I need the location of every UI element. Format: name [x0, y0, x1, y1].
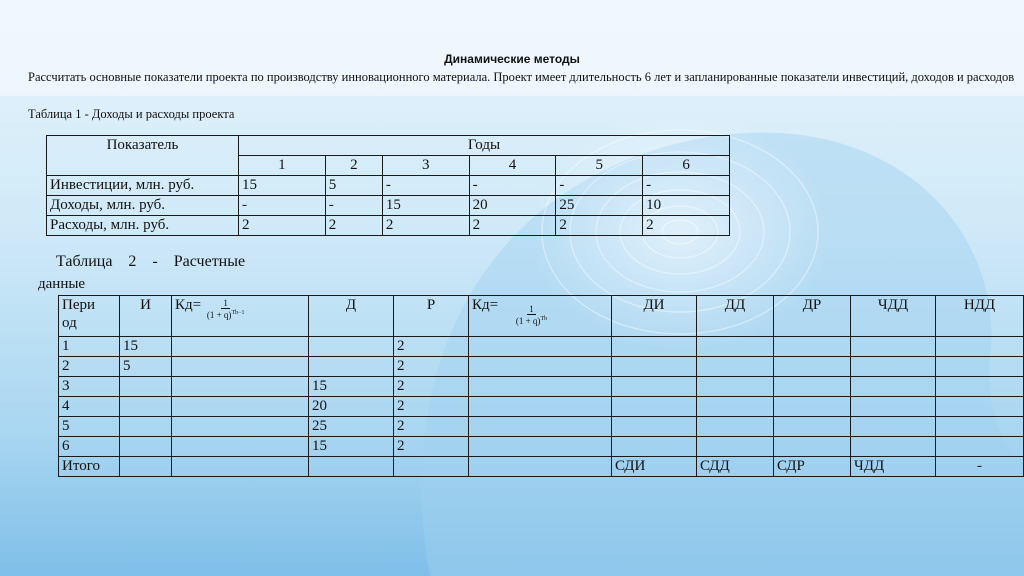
- kd-label: Кд=: [175, 297, 202, 313]
- row-label: Инвестиции, млн. руб.: [47, 176, 239, 196]
- cell: 15: [309, 437, 394, 457]
- year-2: 2: [325, 156, 382, 176]
- cell: [851, 397, 936, 417]
- cell: 2: [394, 357, 469, 377]
- cell: [851, 337, 936, 357]
- cell: 2: [469, 216, 556, 236]
- cell: [697, 417, 774, 437]
- period-header-line2: од: [62, 315, 77, 331]
- table-row: [47, 196, 730, 216]
- formula-denominator: (1 + q): [515, 316, 541, 326]
- cell: [851, 357, 936, 377]
- table-row: [59, 337, 1024, 357]
- disc-investment-header: ДИ: [612, 296, 697, 337]
- cell: [172, 377, 309, 397]
- cell: 2: [325, 216, 382, 236]
- cell: [774, 417, 851, 437]
- cell: [172, 337, 309, 357]
- table-row: [59, 397, 1024, 417]
- table-row: [59, 437, 1024, 457]
- cell: [697, 397, 774, 417]
- cell: -: [556, 176, 643, 196]
- cell: [172, 457, 309, 477]
- cell: [612, 417, 697, 437]
- income-expense-table: [46, 135, 730, 236]
- formula-exponent: Tb: [540, 316, 548, 322]
- cell: [309, 337, 394, 357]
- cell: [394, 457, 469, 477]
- cell: [469, 397, 612, 417]
- year-1: 1: [239, 156, 326, 176]
- cell: [612, 357, 697, 377]
- discount-factor-header-1: [172, 296, 309, 337]
- cell: 5: [325, 176, 382, 196]
- formula-exponent: Tb−1: [231, 310, 245, 316]
- npv-header: ЧДД: [851, 296, 936, 337]
- table2-caption-cont: данные: [38, 276, 86, 292]
- total-di: СДИ: [612, 457, 697, 477]
- calculation-table: [58, 295, 1024, 477]
- page-title: Динамические методы: [444, 52, 580, 66]
- cell: 2: [239, 216, 326, 236]
- cell: 2: [394, 337, 469, 357]
- cell: 5: [120, 357, 172, 377]
- total-chdd: ЧДД: [851, 457, 936, 477]
- cell: [936, 357, 1024, 377]
- discount-factor-header-2: [469, 296, 612, 337]
- cell: 2: [643, 216, 730, 236]
- cell: [774, 377, 851, 397]
- cell: [936, 397, 1024, 417]
- cell: [469, 337, 612, 357]
- investment-header: И: [120, 296, 172, 337]
- cell: 2: [394, 437, 469, 457]
- cell: -: [239, 196, 326, 216]
- cell: [120, 457, 172, 477]
- cell: [851, 437, 936, 457]
- cell: [469, 417, 612, 437]
- cell: [851, 377, 936, 397]
- cell: 15: [309, 377, 394, 397]
- cell: 2: [382, 216, 469, 236]
- cell: [774, 337, 851, 357]
- year-4: 4: [469, 156, 556, 176]
- cell: [774, 357, 851, 377]
- cell: 10: [643, 196, 730, 216]
- year-5: 5: [556, 156, 643, 176]
- cell: 2: [556, 216, 643, 236]
- disc-income-header: ДД: [697, 296, 774, 337]
- cell: 2: [394, 417, 469, 437]
- cell: [851, 417, 936, 437]
- cell: [612, 397, 697, 417]
- cell: [469, 357, 612, 377]
- cell: [697, 357, 774, 377]
- cell: -: [325, 196, 382, 216]
- period-cell: 5: [59, 417, 120, 437]
- cell: 2: [394, 377, 469, 397]
- period-cell: 4: [59, 397, 120, 417]
- cell: [936, 337, 1024, 357]
- formula-denominator: (1 + q): [206, 310, 232, 320]
- row-label: Доходы, млн. руб.: [47, 196, 239, 216]
- cell: [172, 357, 309, 377]
- cell: [697, 337, 774, 357]
- cell: -: [382, 176, 469, 196]
- intro-paragraph: Рассчитать основные показатели проекта по производству инновационного материала. Проект имеет длительность 6 лет и запланированные показатели инвестиций, доходов и расходов: [28, 70, 1015, 84]
- cell: [936, 417, 1024, 437]
- cell: [120, 437, 172, 457]
- cell: 25: [309, 417, 394, 437]
- table-row: [47, 216, 730, 236]
- formula-numerator: 1: [223, 298, 228, 308]
- cell: [120, 417, 172, 437]
- table-row: [59, 357, 1024, 377]
- period-cell: 1: [59, 337, 120, 357]
- table-row: [59, 417, 1024, 437]
- period-header: [59, 296, 120, 337]
- cell: -: [469, 176, 556, 196]
- cell: [612, 337, 697, 357]
- cell: [469, 377, 612, 397]
- cell: 2: [394, 397, 469, 417]
- year-6: 6: [643, 156, 730, 176]
- table-row: [59, 377, 1024, 397]
- cell: [120, 377, 172, 397]
- period-cell: 3: [59, 377, 120, 397]
- expense-header: Р: [394, 296, 469, 337]
- cumulative-npv-header: НДД: [936, 296, 1024, 337]
- cell: -: [643, 176, 730, 196]
- cell: [309, 457, 394, 477]
- table2-caption: Таблица 2 - Расчетные: [56, 253, 246, 270]
- total-dr: СДР: [774, 457, 851, 477]
- cell: [936, 377, 1024, 397]
- cell: 25: [556, 196, 643, 216]
- cell: [172, 397, 309, 417]
- cell: [612, 377, 697, 397]
- cell: [774, 437, 851, 457]
- total-dd: СДД: [697, 457, 774, 477]
- table-row: [47, 176, 730, 196]
- disc-expense-header: ДР: [774, 296, 851, 337]
- table1-caption: Таблица 1 - Доходы и расходы проекта: [28, 107, 235, 121]
- cell: 15: [120, 337, 172, 357]
- cell: [469, 437, 612, 457]
- row-label: Расходы, млн. руб.: [47, 216, 239, 236]
- cell: [309, 357, 394, 377]
- total-row: [59, 457, 1024, 477]
- cell: [120, 397, 172, 417]
- period-cell: 6: [59, 437, 120, 457]
- cell: 20: [469, 196, 556, 216]
- cell: [697, 377, 774, 397]
- cell: [172, 417, 309, 437]
- cell: 20: [309, 397, 394, 417]
- formula-numerator: 1: [529, 304, 534, 314]
- income-header: Д: [309, 296, 394, 337]
- cell: [172, 437, 309, 457]
- cell: [936, 437, 1024, 457]
- cell: [612, 437, 697, 457]
- period-cell: 2: [59, 357, 120, 377]
- total-ndd: -: [936, 457, 1024, 477]
- cell: [697, 437, 774, 457]
- kd-label: Кд=: [472, 297, 499, 313]
- cell: [469, 457, 612, 477]
- discount-formula-2: [516, 304, 547, 326]
- year-3: 3: [382, 156, 469, 176]
- years-header: Годы: [239, 136, 730, 156]
- period-header-line1: Пери: [62, 297, 96, 313]
- cell: [774, 397, 851, 417]
- total-label: Итого: [59, 457, 120, 477]
- indicator-header: Показатель: [47, 136, 239, 176]
- discount-formula-1: [207, 298, 245, 320]
- cell: 15: [382, 196, 469, 216]
- cell: 15: [239, 176, 326, 196]
